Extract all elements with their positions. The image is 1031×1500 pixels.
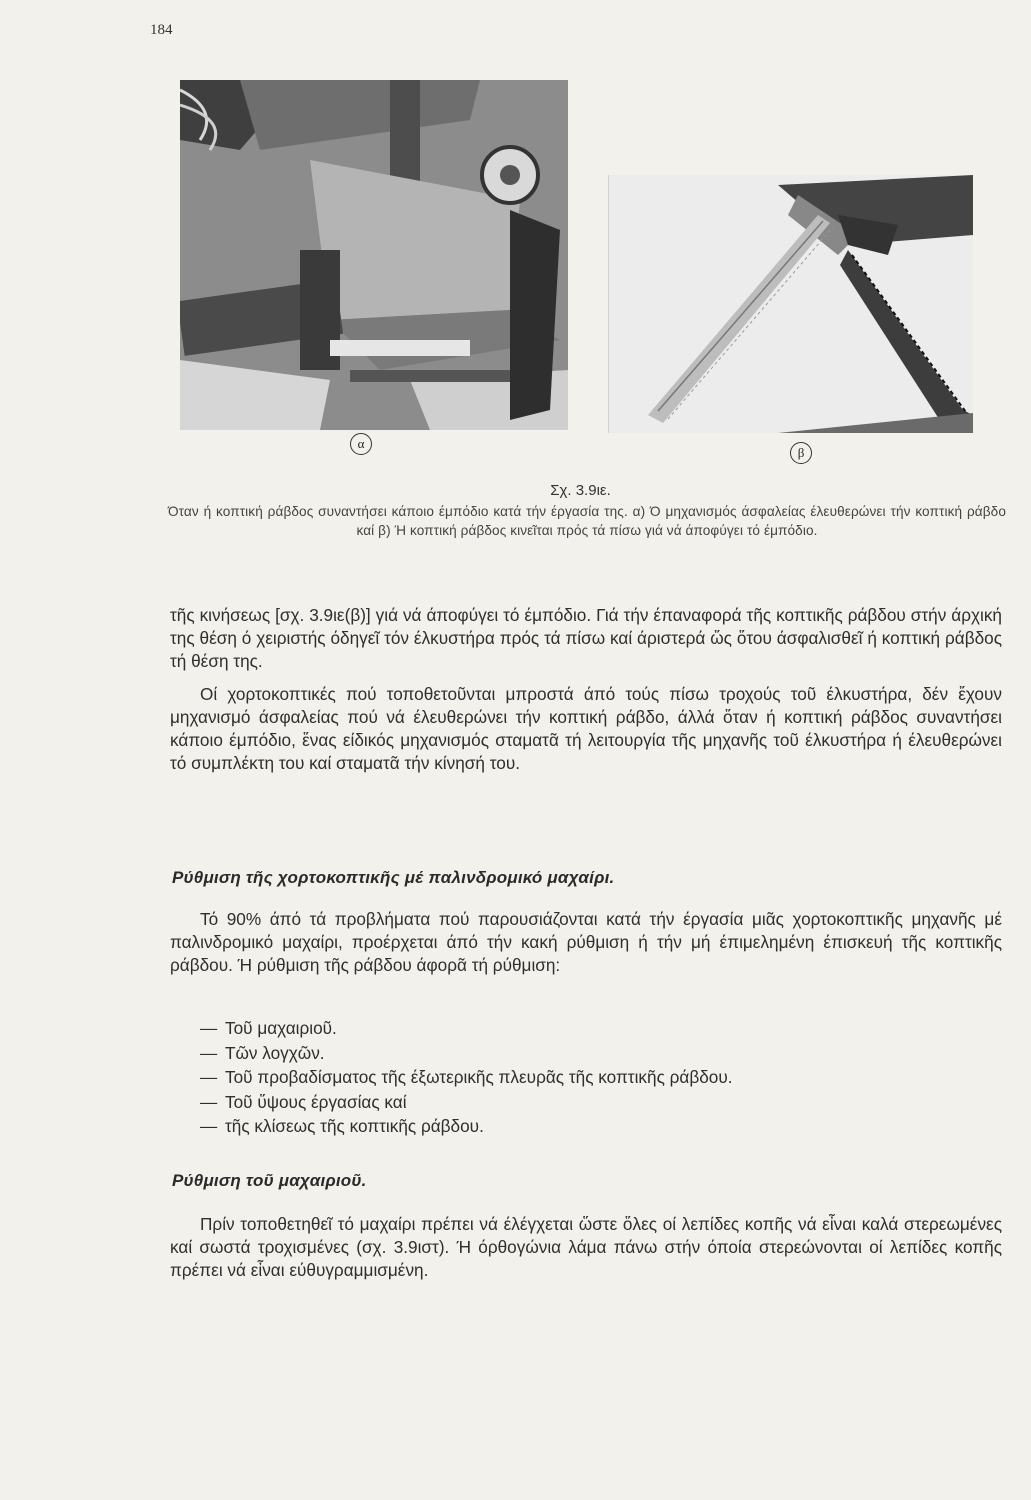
list-item (200, 1041, 1000, 1066)
list-item-text: τῆς κλίσεως τῆς κοπτικῆς ράβδου. (225, 1116, 484, 1136)
dash-marker: — (200, 1091, 218, 1112)
figure-label-a: α (350, 433, 372, 455)
dash-marker: — (200, 1067, 218, 1087)
page-number: 184 (150, 22, 173, 38)
list-item-text: Τοῦ προβαδίσματος τῆς έξωτερικῆς πλευρᾶς τῆς κοπτικῆς ράβδου. (225, 1067, 733, 1087)
body-paragraph-3 (170, 908, 1002, 977)
body-paragraph-4 (170, 1213, 1002, 1282)
section-heading-mower-adjustment: Ρύθμιση τῆς χορτοκοπτικῆς μέ παλινδρομικό μαχαίρι. (172, 868, 615, 887)
list-item-text: Τῶν λογχῶν. (225, 1042, 325, 1063)
body-paragraph-2 (170, 683, 1002, 775)
figure-caption-text: Όταν ή κοπτική ράβδος συναντήσει κάποιο έμπόδιο κατά τήν έργασία της. α) Ό μηχανισμός άσφαλείας έλευθερώνει τήν κοπτική ράβδο καί β) Ή κοπτική ράβδος κινεῖται πρός τά πίσω γιά νά άποφύγει τό έμπόδιο. (168, 504, 1006, 538)
figure-photo-b (608, 175, 973, 433)
list-item (200, 1065, 1000, 1090)
list-item (200, 1090, 1000, 1115)
list-item (200, 1114, 1000, 1139)
dash-marker: — (200, 1042, 218, 1063)
section-heading-knife-adjustment: Ρύθμιση τοῦ μαχαιριοῦ. (172, 1171, 367, 1190)
dash-marker: — (200, 1018, 218, 1038)
paragraph-text: Πρίν τοποθετηθεῖ τό μαχαίρι πρέπει νά έλέγχεται ὥστε ὅλες οί λεπίδες κοπῆς νά εἶναι καλά στερεωμένες καί σωστά τροχισμένες (σχ. 3.9ιστ). Ή όρθογώνια λάμα πάνω στήν όποία στερεώνονται οί λεπίδες κοπῆς πρέπει νά εἶναι εύθυγραμμισμένη. (170, 1214, 1002, 1280)
paragraph-text: τῆς κινήσεως [σχ. 3.9ιε(β)] γιά νά άποφύγει τό έμπόδιο. Γιά τήν έπαναφορά τῆς κοπτικῆς ράβδου στήν άρχική της θέση ό χειριστής όδηγεῖ τόν έλκυστήρα πρός τά πίσω καί άριστερά ὥς ὅτου άσφαλισθεῖ ή κοπτική ράβδος τή θέση της. (170, 605, 1002, 671)
list-item-text: Τοῦ μαχαιριοῦ. (225, 1018, 337, 1038)
figure-caption-title: Σχ. 3.9ιε. (550, 482, 611, 499)
figure-label-b: β (790, 442, 812, 464)
list-item-text: Τοῦ ὕψους έργασίας καί (225, 1091, 407, 1112)
dash-marker: — (200, 1116, 218, 1136)
paragraph-text: Τό 90% άπό τά προβλήματα πού παρουσιάζονται κατά τήν έργασία μιᾶς χορτοκοπτικῆς μηχανῆς μέ παλινδρομικό μαχαίρι, προέρχεται άπό τήν κακή ρύθμιση ή τήν μή έπιμελημένη έπισκευή τῆς κοπτικῆς ράβδου. Ή ρύθμιση τῆς ράβδου άφορᾶ τή ρύθμιση: (170, 909, 1002, 975)
figure-photo-a (180, 80, 568, 430)
list-item (200, 1016, 1000, 1041)
adjustment-list (200, 1016, 1000, 1139)
body-paragraph-1 (170, 604, 1002, 673)
paragraph-text: Οί χορτοκοπτικές πού τοποθετοῦνται μπροστά άπό τούς πίσω τροχούς τοῦ έλκυστήρα, δέν ἔχουν μηχανισμό άσφαλείας πού νά έλευθερώνει τήν κοπτική ράβδο, άλλά ὅταν ή κοπτική ράβδος συναντήσει κάποιο έμπόδιο, ἕνας είδικός μηχανισμός σταματᾶ τή λειτουργία τῆς μηχανῆς τοῦ έλκυστήρα ή έλευθερώνει τό συμπλέκτη του καί σταματᾶ τήν κίνησή του. (170, 684, 1002, 773)
